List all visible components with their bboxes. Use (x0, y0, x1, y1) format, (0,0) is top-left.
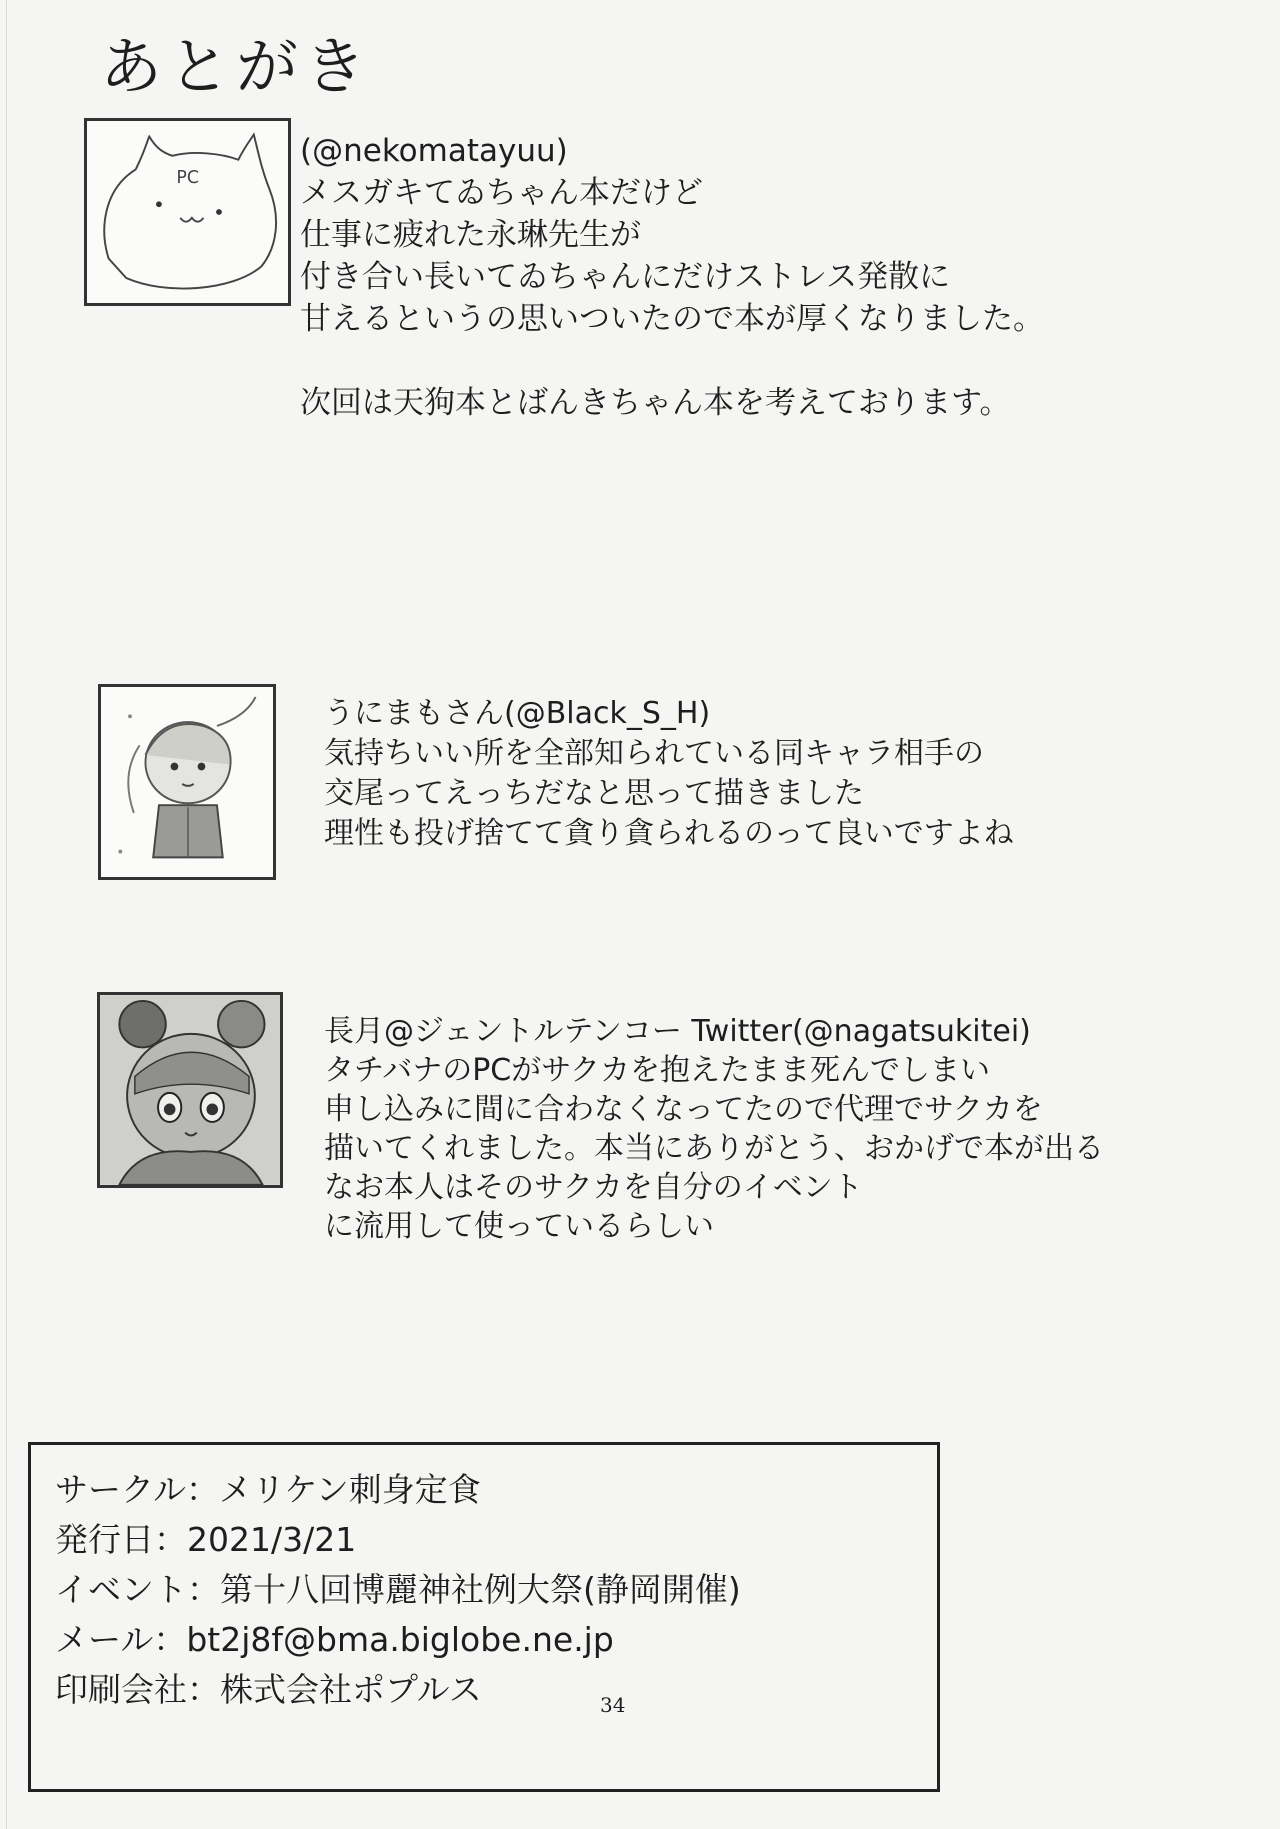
text-line: 長月@ジェントルテンコー Twitter(@nagatsukitei) (324, 1014, 1031, 1049)
blank-line (300, 340, 1044, 382)
colophon-printer: 印刷会社：株式会社ポプルス (55, 1670, 482, 1709)
text-line: 甘えるというの思いついたので本が厚くなりました。 (300, 301, 1044, 337)
text-line: うにまもさん(@Black_S_H) (324, 696, 711, 731)
text-line: なお本人はそのサクカを自分のイベント (324, 1170, 863, 1205)
colophon-list (55, 1465, 741, 1715)
text-line: メスガキてゐちゃん本だけど (300, 175, 703, 211)
text-line: タチバナのPCがサクカを抱えたまま死んでしまい (324, 1053, 991, 1088)
text-line: 次回は天狗本とばんきちゃん本を考えております。 (300, 385, 1011, 421)
text-line: 仕事に疲れた永琳先生が (300, 217, 641, 253)
afterword-nekomatayuu (300, 130, 1044, 424)
colophon-email: メール：bt2j8f@bma.biglobe.ne.jp (55, 1620, 614, 1659)
text-line: に流用して使っているらしい (324, 1209, 714, 1244)
avatar-nagatsuki (97, 992, 283, 1188)
afterword-nagatsuki (324, 1012, 1104, 1246)
page-edge-line (6, 0, 7, 1829)
avatar-nekomatayuu (84, 118, 291, 306)
chibi-character-illustration (101, 687, 273, 877)
text-line: 理性も投げ捨てて貪り貪られるのって良いですよね (324, 816, 1014, 851)
colophon-box (28, 1442, 940, 1792)
text-line: 交尾ってえっちだなと思って描きました (324, 776, 864, 811)
text-line: (@nekomatayuu) (300, 133, 568, 169)
avatar-pc-label: PC (176, 167, 200, 188)
page-title: あとがき (100, 30, 373, 103)
text-line: 気持ちいい所を全部知られている同キャラ相手の (324, 736, 984, 771)
text-line: 付き合い長いてゐちゃんにだけストレス発散に (300, 259, 951, 295)
afterword-unimamo (324, 694, 1014, 854)
cat-doodle-icon (87, 121, 288, 303)
mouse-girl-illustration (100, 995, 280, 1185)
colophon-date: 発行日：2021/3/21 (55, 1520, 357, 1559)
page-number: 34 (600, 1693, 626, 1717)
colophon-event: イベント：第十八回博麗神社例大祭(静岡開催) (55, 1570, 741, 1609)
colophon-circle: サークル：メリケン刺身定食 (55, 1470, 481, 1509)
text-line: 申し込みに間に合わなくなってたので代理でサクカを (324, 1092, 1043, 1127)
avatar-unimamo (98, 684, 276, 880)
text-line: 描いてくれました。本当にありがとう、おかげで本が出る (324, 1131, 1104, 1166)
